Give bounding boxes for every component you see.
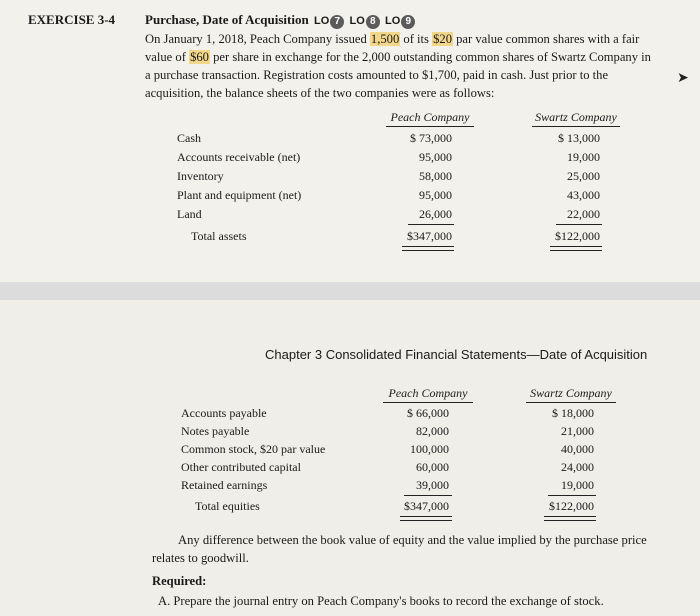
subtotal-rule [556,224,602,225]
lo-number: 9 [401,15,415,29]
peach-common-stock: 100,000 [410,442,449,456]
header-rule [526,402,616,403]
row-label-cash: Cash [177,131,201,145]
peach-np: 82,000 [416,424,449,438]
peach-ar: 95,000 [419,150,452,164]
swartz-common-stock: 40,000 [561,442,594,456]
learning-objective-7 [314,15,344,29]
subtotal-rule [404,495,452,496]
exercise-label: EXERCISE 3-4 [28,12,116,27]
mouse-cursor-icon: ➤ [677,71,689,86]
col-header-peach: Peach Company [388,386,468,400]
exercise-title-text: Purchase, Date of Acquisition [145,12,309,27]
peach-ap: $ 66,000 [407,406,449,420]
lo-number: 7 [330,15,344,29]
total-double-rule [544,516,596,521]
swartz-plant: 43,000 [567,188,600,202]
required-heading: Required: [152,574,207,588]
para-text: par value common shares with a fair value of [145,32,640,64]
row-label-re: Retained earnings [181,478,268,492]
lo-prefix: LO [385,15,401,27]
subtotal-rule [408,224,454,225]
exercise-paragraph [145,30,657,102]
para-text: On January 1, 2018, Peach Company issued [145,32,370,46]
highlight-fair-value: $60 [190,50,209,64]
total-double-rule [550,246,602,251]
lo-number: 8 [366,15,380,29]
row-label-plant: Plant and equipment (net) [177,188,302,202]
swartz-np: 21,000 [561,424,594,438]
lo-prefix: LO [313,15,330,27]
exercise-title [145,12,415,29]
row-label-np: Notes payable [181,424,250,438]
peach-total-equities: $347,000 [404,499,449,513]
peach-cash: $ 73,000 [410,131,452,145]
peach-total-assets: $347,000 [407,229,452,243]
col-header-swartz: Swartz Company [535,110,617,124]
row-label-occ: Other contributed capital [181,460,301,474]
para-text: per share in exchange for the 2,000 outstanding common shares of Swartz Company in a purchase transaction. Registration costs amounted to $1,700, paid in cash. Just prior to the acquisition, the balance sheets of the two companies were as follows: [145,50,651,100]
peach-land: 26,000 [419,207,452,221]
chapter-running-header: Chapter 3 Consolidated Financial Statements—Date of Acquisition [265,347,648,362]
total-double-rule [400,516,452,521]
textbook-page-top [0,0,700,282]
row-label-inventory: Inventory [177,169,224,183]
peach-re: 39,000 [416,478,449,492]
requirement-a: A. Prepare the journal entry on Peach Company's books to record the exchange of stock. [158,594,604,608]
total-double-rule [402,246,454,251]
row-label-total-assets: Total assets [191,229,247,243]
highlight-par: $20 [433,32,452,46]
swartz-cash: $ 13,000 [558,131,600,145]
swartz-land: 22,000 [567,207,600,221]
peach-plant: 95,000 [419,188,452,202]
para-text: of its [400,32,433,46]
col-header-swartz: Swartz Company [530,386,612,400]
header-rule [386,126,474,127]
header-rule [383,402,473,403]
col-header-peach: Peach Company [390,110,470,124]
swartz-ap: $ 18,000 [552,406,594,420]
goodwill-note: Any difference between the book value of equity and the value implied by the purchase price relates to goodwill. [152,533,647,565]
textbook-page-bottom [0,300,700,616]
learning-objective-8 [350,15,380,29]
swartz-occ: 24,000 [561,460,594,474]
swartz-re: 19,000 [561,478,594,492]
header-rule [532,126,620,127]
peach-inventory: 58,000 [419,169,452,183]
row-label-land: Land [177,207,202,221]
peach-occ: 60,000 [416,460,449,474]
row-label-ar: Accounts receivable (net) [177,150,301,164]
row-label-ap: Accounts payable [181,406,267,420]
lo-prefix: LO [349,15,365,27]
highlight-shares: 1,500 [370,32,400,46]
swartz-total-equities: $122,000 [549,499,594,513]
swartz-ar: 19,000 [567,150,600,164]
row-label-total-equities: Total equities [195,499,260,513]
learning-objective-9 [385,15,415,29]
swartz-total-assets: $122,000 [555,229,600,243]
row-label-common-stock: Common stock, $20 par value [181,442,326,456]
swartz-inventory: 25,000 [567,169,600,183]
subtotal-rule [548,495,596,496]
